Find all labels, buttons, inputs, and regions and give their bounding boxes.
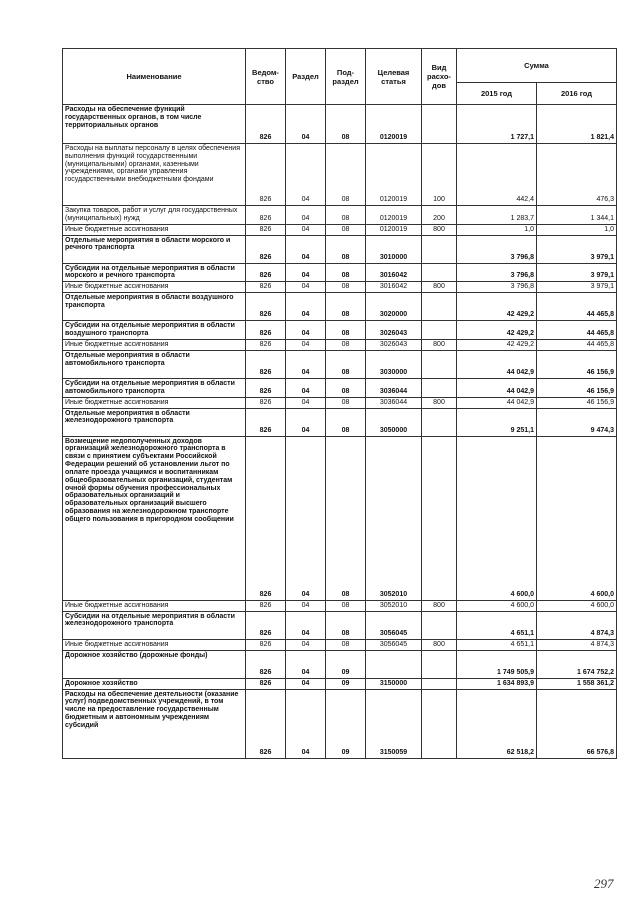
cell-name: Дорожное хозяйство <box>63 678 246 689</box>
cell-sum-2015: 4 651,1 <box>457 611 537 639</box>
cell-celevaya-statya: 3150000 <box>366 678 422 689</box>
cell-podrazdel: 08 <box>326 293 366 321</box>
cell-vid-rashodov <box>422 678 457 689</box>
cell-razdel: 04 <box>286 206 326 225</box>
cell-vid-rashodov: 800 <box>422 397 457 408</box>
cell-vid-rashodov <box>422 105 457 144</box>
table-row <box>63 397 617 408</box>
table-row <box>63 321 617 340</box>
cell-podrazdel: 09 <box>326 650 366 678</box>
cell-vedomstvo: 826 <box>246 263 286 282</box>
cell-podrazdel: 08 <box>326 611 366 639</box>
cell-sum-2015: 42 429,2 <box>457 293 537 321</box>
cell-podrazdel: 08 <box>326 339 366 350</box>
table-row <box>63 293 617 321</box>
cell-vedomstvo: 826 <box>246 206 286 225</box>
cell-sum-2016: 1 558 361,2 <box>537 678 617 689</box>
cell-razdel: 04 <box>286 105 326 144</box>
cell-sum-2015: 44 042,9 <box>457 397 537 408</box>
cell-sum-2015: 1 634 893,9 <box>457 678 537 689</box>
cell-celevaya-statya: 0120019 <box>366 206 422 225</box>
cell-podrazdel: 08 <box>326 206 366 225</box>
cell-sum-2015: 44 042,9 <box>457 378 537 397</box>
header-year-2016: 2016 год <box>537 83 617 105</box>
cell-vid-rashodov <box>422 611 457 639</box>
cell-name: Расходы на обеспечение функций государственных органов, в том числе территориальных органов <box>63 105 246 144</box>
cell-name: Иные бюджетные ассигнования <box>63 224 246 235</box>
cell-razdel: 04 <box>286 397 326 408</box>
cell-sum-2015: 44 042,9 <box>457 350 537 378</box>
cell-podrazdel: 08 <box>326 408 366 436</box>
cell-razdel: 04 <box>286 339 326 350</box>
cell-vedomstvo: 826 <box>246 282 286 293</box>
cell-sum-2015: 1,0 <box>457 224 537 235</box>
table-row <box>63 611 617 639</box>
header-podrazdel: Под-раздел <box>326 49 366 105</box>
table-row <box>63 105 617 144</box>
cell-sum-2016: 46 156,9 <box>537 378 617 397</box>
cell-podrazdel: 09 <box>326 689 366 758</box>
cell-podrazdel: 08 <box>326 350 366 378</box>
cell-name: Отдельные мероприятия в области воздушного транспорта <box>63 293 246 321</box>
cell-vedomstvo: 826 <box>246 397 286 408</box>
header-year-2015: 2015 год <box>457 83 537 105</box>
cell-vid-rashodov: 800 <box>422 282 457 293</box>
cell-sum-2015: 1 283,7 <box>457 206 537 225</box>
cell-vid-rashodov <box>422 350 457 378</box>
cell-name: Иные бюджетные ассигнования <box>63 282 246 293</box>
cell-celevaya-statya: 3010000 <box>366 235 422 263</box>
cell-name: Субсидии на отдельные мероприятия в области автомобильного транспорта <box>63 378 246 397</box>
cell-celevaya-statya: 3020000 <box>366 293 422 321</box>
cell-razdel: 04 <box>286 639 326 650</box>
cell-vedomstvo: 826 <box>246 689 286 758</box>
cell-celevaya-statya: 3050000 <box>366 408 422 436</box>
table-row <box>63 263 617 282</box>
cell-vid-rashodov: 800 <box>422 600 457 611</box>
cell-vedomstvo: 826 <box>246 105 286 144</box>
cell-sum-2016: 1 344,1 <box>537 206 617 225</box>
header-razdel: Раздел <box>286 49 326 105</box>
cell-sum-2016: 1,0 <box>537 224 617 235</box>
cell-razdel: 04 <box>286 678 326 689</box>
cell-vedomstvo: 826 <box>246 436 286 600</box>
cell-vedomstvo: 826 <box>246 321 286 340</box>
table-row <box>63 282 617 293</box>
cell-vid-rashodov: 800 <box>422 224 457 235</box>
table-row <box>63 436 617 600</box>
table-row <box>63 350 617 378</box>
cell-celevaya-statya: 3016042 <box>366 263 422 282</box>
cell-podrazdel: 08 <box>326 224 366 235</box>
cell-celevaya-statya: 0120019 <box>366 224 422 235</box>
cell-name: Субсидии на отдельные мероприятия в области железнодорожного транспорта <box>63 611 246 639</box>
cell-sum-2016: 46 156,9 <box>537 350 617 378</box>
header-celevaya-statya: Целевая статья <box>366 49 422 105</box>
cell-podrazdel: 08 <box>326 378 366 397</box>
cell-sum-2015: 4 651,1 <box>457 639 537 650</box>
cell-name: Отдельные мероприятия в области железнодорожного транспорта <box>63 408 246 436</box>
cell-vid-rashodov <box>422 689 457 758</box>
cell-vedomstvo: 826 <box>246 378 286 397</box>
cell-vedomstvo: 826 <box>246 650 286 678</box>
cell-name: Иные бюджетные ассигнования <box>63 600 246 611</box>
table-body <box>63 105 617 759</box>
cell-celevaya-statya: 3150059 <box>366 689 422 758</box>
cell-vid-rashodov: 200 <box>422 206 457 225</box>
cell-celevaya-statya: 0120019 <box>366 144 422 206</box>
cell-sum-2016: 4 874,3 <box>537 611 617 639</box>
cell-sum-2016: 66 576,8 <box>537 689 617 758</box>
cell-sum-2015: 3 796,8 <box>457 263 537 282</box>
page-number: 297 <box>594 876 614 891</box>
cell-name: Расходы на обеспечение деятельности (оказание услуг) подведомственных учреждений, в том числе на предоставление государственным бюджетным и автономным учреждениям субсидий <box>63 689 246 758</box>
cell-vedomstvo: 826 <box>246 678 286 689</box>
cell-name: Расходы на выплаты персоналу в целях обеспечения выполнения функций государственными (муниципальными) органами, казенными учреждениями, органами управления государственными внебюджетными фондами <box>63 144 246 206</box>
cell-razdel: 04 <box>286 235 326 263</box>
cell-celevaya-statya: 3052010 <box>366 600 422 611</box>
cell-name: Субсидии на отдельные мероприятия в области морского и речного транспорта <box>63 263 246 282</box>
header-vedomstvo: Ведом-ство <box>246 49 286 105</box>
cell-name: Отдельные мероприятия в области морского и речного транспорта <box>63 235 246 263</box>
cell-vedomstvo: 826 <box>246 408 286 436</box>
cell-vedomstvo: 826 <box>246 611 286 639</box>
cell-vedomstvo: 826 <box>246 293 286 321</box>
cell-razdel: 04 <box>286 689 326 758</box>
cell-sum-2015: 9 251,1 <box>457 408 537 436</box>
cell-podrazdel: 08 <box>326 600 366 611</box>
cell-celevaya-statya: 3016042 <box>366 282 422 293</box>
table-row <box>63 408 617 436</box>
cell-sum-2015: 1 727,1 <box>457 105 537 144</box>
table-row <box>63 339 617 350</box>
cell-celevaya-statya: 3030000 <box>366 350 422 378</box>
header-vid-rashodov: Вид расхо-дов <box>422 49 457 105</box>
cell-razdel: 04 <box>286 144 326 206</box>
cell-podrazdel: 08 <box>326 397 366 408</box>
cell-vedomstvo: 826 <box>246 600 286 611</box>
cell-sum-2015: 3 796,8 <box>457 235 537 263</box>
table-row <box>63 224 617 235</box>
cell-name: Иные бюджетные ассигнования <box>63 397 246 408</box>
cell-razdel: 04 <box>286 293 326 321</box>
cell-vid-rashodov <box>422 650 457 678</box>
table-row <box>63 206 617 225</box>
table-row <box>63 600 617 611</box>
cell-sum-2016: 4 874,3 <box>537 639 617 650</box>
cell-razdel: 04 <box>286 282 326 293</box>
cell-vid-rashodov <box>422 293 457 321</box>
cell-vid-rashodov <box>422 408 457 436</box>
cell-razdel: 04 <box>286 611 326 639</box>
cell-vedomstvo: 826 <box>246 350 286 378</box>
cell-sum-2016: 476,3 <box>537 144 617 206</box>
cell-vid-rashodov: 800 <box>422 339 457 350</box>
cell-sum-2016: 1 821,4 <box>537 105 617 144</box>
cell-name: Дорожное хозяйство (дорожные фонды) <box>63 650 246 678</box>
cell-vid-rashodov <box>422 378 457 397</box>
cell-celevaya-statya: 3036044 <box>366 397 422 408</box>
cell-celevaya-statya: 0120019 <box>366 105 422 144</box>
cell-podrazdel: 08 <box>326 639 366 650</box>
table-row <box>63 235 617 263</box>
cell-podrazdel: 08 <box>326 144 366 206</box>
cell-celevaya-statya: 3036044 <box>366 378 422 397</box>
cell-razdel: 04 <box>286 378 326 397</box>
cell-sum-2015: 4 600,0 <box>457 436 537 600</box>
cell-podrazdel: 08 <box>326 282 366 293</box>
cell-vid-rashodov <box>422 321 457 340</box>
table-row <box>63 689 617 758</box>
cell-sum-2015: 442,4 <box>457 144 537 206</box>
cell-sum-2016: 46 156,9 <box>537 397 617 408</box>
cell-celevaya-statya: 3052010 <box>366 436 422 600</box>
cell-sum-2016: 1 674 752,2 <box>537 650 617 678</box>
cell-vid-rashodov: 100 <box>422 144 457 206</box>
cell-podrazdel: 08 <box>326 105 366 144</box>
cell-sum-2016: 44 465,8 <box>537 321 617 340</box>
cell-celevaya-statya <box>366 650 422 678</box>
cell-vedomstvo: 826 <box>246 235 286 263</box>
cell-podrazdel: 08 <box>326 235 366 263</box>
cell-sum-2015: 1 749 505,9 <box>457 650 537 678</box>
header-name: Наименование <box>63 49 246 105</box>
cell-sum-2016: 3 979,1 <box>537 235 617 263</box>
cell-razdel: 04 <box>286 408 326 436</box>
cell-sum-2016: 3 979,1 <box>537 263 617 282</box>
cell-sum-2015: 3 796,8 <box>457 282 537 293</box>
cell-vedomstvo: 826 <box>246 224 286 235</box>
cell-razdel: 04 <box>286 600 326 611</box>
cell-sum-2015: 42 429,2 <box>457 321 537 340</box>
cell-podrazdel: 09 <box>326 678 366 689</box>
cell-podrazdel: 08 <box>326 436 366 600</box>
cell-razdel: 04 <box>286 350 326 378</box>
cell-sum-2016: 4 600,0 <box>537 600 617 611</box>
cell-celevaya-statya: 3056045 <box>366 611 422 639</box>
cell-razdel: 04 <box>286 321 326 340</box>
header-summa: Сумма <box>457 49 617 83</box>
cell-razdel: 04 <box>286 224 326 235</box>
budget-table <box>62 48 617 759</box>
cell-name: Отдельные мероприятия в области автомобильного транспорта <box>63 350 246 378</box>
cell-celevaya-statya: 3026043 <box>366 321 422 340</box>
cell-name: Иные бюджетные ассигнования <box>63 639 246 650</box>
cell-vid-rashodov <box>422 263 457 282</box>
cell-vedomstvo: 826 <box>246 639 286 650</box>
cell-podrazdel: 08 <box>326 263 366 282</box>
table-row <box>63 639 617 650</box>
cell-sum-2016: 4 600,0 <box>537 436 617 600</box>
cell-sum-2016: 44 465,8 <box>537 339 617 350</box>
cell-podrazdel: 08 <box>326 321 366 340</box>
cell-razdel: 04 <box>286 263 326 282</box>
table-row <box>63 378 617 397</box>
cell-sum-2015: 62 518,2 <box>457 689 537 758</box>
cell-sum-2015: 4 600,0 <box>457 600 537 611</box>
cell-razdel: 04 <box>286 650 326 678</box>
table-row <box>63 650 617 678</box>
cell-name: Возмещение недополученных доходов организаций железнодорожного транспорта в связи с принятием субъектами Российской Федерации решений об установлении льгот по оплате проезда учащимся и воспитанникам общеобразовательных организаций, студентам очной формы обучения профессиональных образовательных организаций и образовательных организаций высшего образования на железнодорожном транспорте общего пользования в пригородном сообщении <box>63 436 246 600</box>
cell-vedomstvo: 826 <box>246 144 286 206</box>
cell-name: Субсидии на отдельные мероприятия в области воздушного транспорта <box>63 321 246 340</box>
cell-name: Закупка товаров, работ и услуг для государственных (муниципальных) нужд <box>63 206 246 225</box>
cell-vid-rashodov <box>422 436 457 600</box>
cell-sum-2016: 9 474,3 <box>537 408 617 436</box>
cell-vid-rashodov <box>422 235 457 263</box>
cell-celevaya-statya: 3026043 <box>366 339 422 350</box>
table-row <box>63 678 617 689</box>
cell-sum-2015: 42 429,2 <box>457 339 537 350</box>
cell-vedomstvo: 826 <box>246 339 286 350</box>
cell-name: Иные бюджетные ассигнования <box>63 339 246 350</box>
cell-razdel: 04 <box>286 436 326 600</box>
cell-sum-2016: 3 979,1 <box>537 282 617 293</box>
cell-celevaya-statya: 3056045 <box>366 639 422 650</box>
table-row <box>63 144 617 206</box>
cell-vid-rashodov: 800 <box>422 639 457 650</box>
cell-sum-2016: 44 465,8 <box>537 293 617 321</box>
